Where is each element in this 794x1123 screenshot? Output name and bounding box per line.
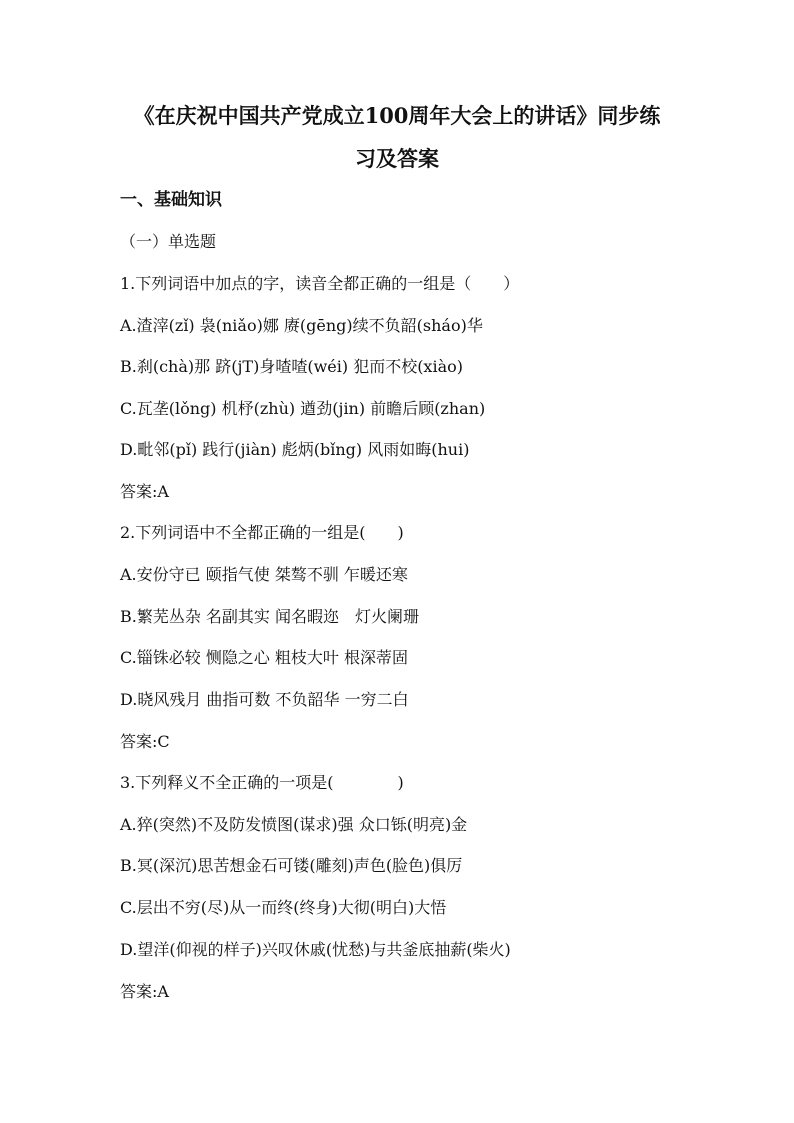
- question-3-answer: 答案:A: [120, 982, 169, 1001]
- question-1-option-a: A.渣滓(zǐ) 袅(niǎo)娜 赓(gēng)续不负韶(sháo)华: [120, 316, 483, 335]
- question-3-option-c: C.层出不穷(尽)从一而终(终身)大彻(明白)大悟: [120, 898, 447, 917]
- question-2-option-c: C.锱铢必较 恻隐之心 粗枝大叶 根深蒂固: [120, 648, 409, 667]
- question-1-option-c: C.瓦垄(lǒng) 机杼(zhù) 遒劲(jin) 前瞻后顾(zhan): [120, 399, 486, 418]
- subsection-heading: （一）单选题: [120, 232, 217, 251]
- question-3-option-a: A.猝(突然)不及防发愤图(谋求)强 众口铄(明亮)金: [120, 815, 468, 834]
- question-1-stem: 1.下列词语中加点的字，读音全都正确的一组是（ ）: [120, 274, 520, 293]
- question-2-answer: 答案:C: [120, 732, 170, 751]
- section-heading: 一、基础知识: [120, 190, 222, 210]
- question-3-stem: 3.下列释义不全正确的一项是( ): [120, 773, 404, 792]
- question-1-option-b: B.刹(chà)那 跻(jT)身喳喳(wéi) 犯而不校(xiào): [120, 357, 463, 376]
- question-1-answer: 答案:A: [120, 482, 169, 501]
- question-2-option-d: D.晓风残月 曲指可数 不负韶华 一穷二白: [120, 690, 409, 709]
- document-title-line-2: 习及答案: [355, 146, 439, 171]
- question-2-option-a: A.安份守已 颐指气使 桀骜不驯 乍暖还寒: [120, 565, 408, 584]
- question-3-option-b: B.冥(深沉)思苦想金石可镂(雕刻)声色(脸色)俱厉: [120, 856, 463, 875]
- question-3-option-d: D.望洋(仰视的样子)兴叹休戚(忧愁)与共釜底抽薪(柴火): [120, 940, 511, 959]
- document-title-line-1: 《在庆祝中国共产党成立100周年大会上的讲话》同步练: [133, 103, 661, 128]
- question-2-option-b: B.繁芜丛杂 名副其实 闻名暇迩 灯火阑珊: [120, 607, 420, 626]
- question-1-option-d: D.毗邻(pǐ) 践行(jiàn) 彪炳(bǐng) 风雨如晦(hui): [120, 440, 470, 459]
- question-2-stem: 2.下列词语中不全都正确的一组是( ): [120, 523, 404, 542]
